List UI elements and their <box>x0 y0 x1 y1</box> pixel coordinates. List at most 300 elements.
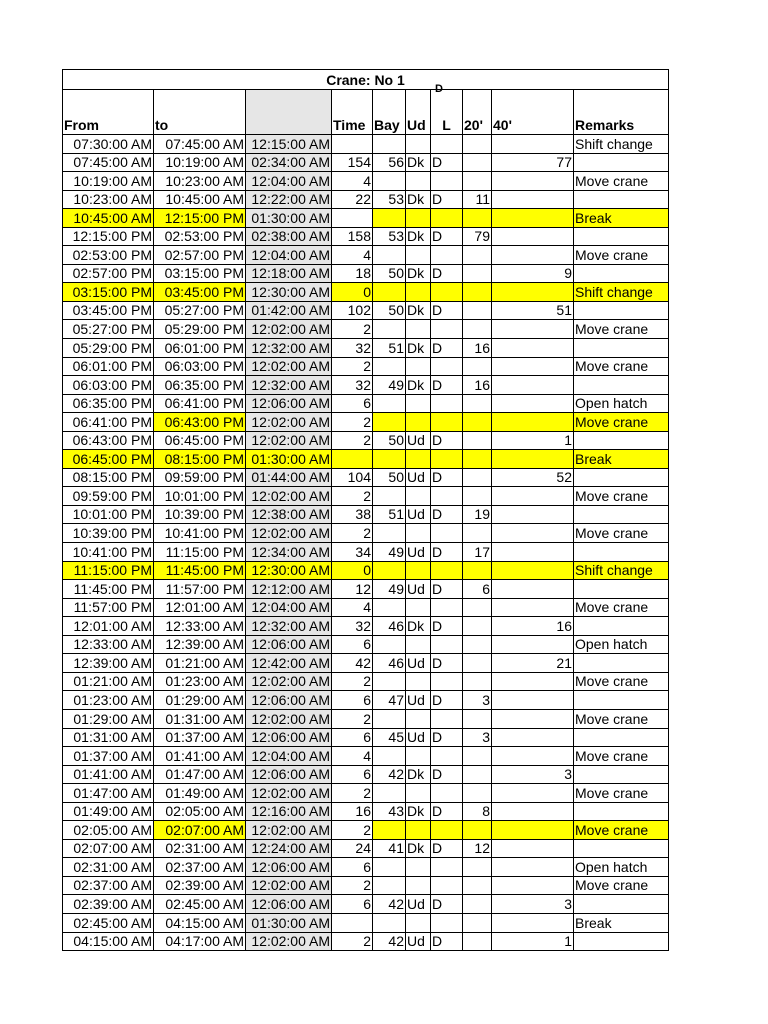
cell-time <box>332 209 373 228</box>
cell-from: 07:30:00 AM <box>63 135 154 154</box>
cell-duration: 12:06:00 AM <box>246 765 332 784</box>
cell-to: 03:15:00 PM <box>154 264 246 283</box>
cell-remarks: Break <box>574 209 669 228</box>
cell-to: 02:39:00 AM <box>154 876 246 895</box>
table-row <box>63 635 669 654</box>
table-row <box>63 821 669 840</box>
cell-time: 2 <box>332 413 373 432</box>
cell-20ft: 79 <box>463 227 492 246</box>
cell-ud: Dk <box>406 153 431 172</box>
cell-ud: Dk <box>406 227 431 246</box>
table-row <box>63 709 669 728</box>
cell-to: 10:41:00 PM <box>154 524 246 543</box>
cell-to: 12:01:00 AM <box>154 598 246 617</box>
cell-time: 6 <box>332 394 373 413</box>
cell-time: 34 <box>332 543 373 562</box>
cell-20ft <box>463 895 492 914</box>
cell-40ft: 21 <box>492 654 574 673</box>
cell-to: 06:45:00 PM <box>154 431 246 450</box>
cell-from: 02:39:00 AM <box>63 895 154 914</box>
cell-duration: 12:02:00 AM <box>246 821 332 840</box>
cell-duration: 12:38:00 AM <box>246 505 332 524</box>
cell-40ft <box>492 672 574 691</box>
cell-ud: Ud <box>406 654 431 673</box>
cell-l: D <box>431 617 463 636</box>
cell-ud <box>406 413 431 432</box>
cell-20ft <box>463 264 492 283</box>
cell-time: 6 <box>332 635 373 654</box>
table-row <box>63 320 669 339</box>
cell-duration: 12:34:00 AM <box>246 543 332 562</box>
cell-bay: 50 <box>373 431 406 450</box>
cell-remarks: Move crane <box>574 876 669 895</box>
cell-from: 02:31:00 AM <box>63 858 154 877</box>
cell-duration: 12:04:00 AM <box>246 598 332 617</box>
cell-remarks <box>574 728 669 747</box>
cell-bay <box>373 135 406 154</box>
cell-duration: 12:04:00 AM <box>246 172 332 191</box>
cell-remarks: Break <box>574 913 669 932</box>
cell-ud <box>406 320 431 339</box>
cell-ud: Ud <box>406 895 431 914</box>
cell-duration: 12:02:00 AM <box>246 876 332 895</box>
cell-from: 01:49:00 AM <box>63 802 154 821</box>
cell-20ft <box>463 672 492 691</box>
cell-40ft <box>492 543 574 562</box>
cell-l: D <box>431 227 463 246</box>
cell-bay <box>373 394 406 413</box>
cell-20ft <box>463 320 492 339</box>
cell-to: 06:03:00 PM <box>154 357 246 376</box>
cell-ud <box>406 913 431 932</box>
cell-duration: 12:06:00 AM <box>246 635 332 654</box>
cell-remarks: Move crane <box>574 672 669 691</box>
cell-duration: 12:02:00 AM <box>246 932 332 951</box>
table-row <box>63 932 669 951</box>
cell-ud <box>406 172 431 191</box>
cell-time: 4 <box>332 598 373 617</box>
cell-from: 02:37:00 AM <box>63 876 154 895</box>
cell-bay: 46 <box>373 617 406 636</box>
cell-20ft <box>463 357 492 376</box>
cell-to: 10:01:00 PM <box>154 487 246 506</box>
cell-to: 10:39:00 PM <box>154 505 246 524</box>
cell-40ft <box>492 876 574 895</box>
table-row <box>63 913 669 932</box>
cell-duration: 12:02:00 AM <box>246 784 332 803</box>
cell-remarks <box>574 431 669 450</box>
table-row <box>63 431 669 450</box>
cell-time: 32 <box>332 376 373 395</box>
cell-ud <box>406 487 431 506</box>
cell-l: D <box>431 431 463 450</box>
cell-duration: 12:02:00 AM <box>246 487 332 506</box>
cell-l: D <box>431 728 463 747</box>
cell-l <box>431 450 463 469</box>
cell-bay: 50 <box>373 468 406 487</box>
cell-duration: 12:22:00 AM <box>246 190 332 209</box>
cell-l <box>431 357 463 376</box>
cell-ud <box>406 709 431 728</box>
cell-from: 02:53:00 PM <box>63 246 154 265</box>
cell-duration: 01:44:00 AM <box>246 468 332 487</box>
cell-time: 6 <box>332 728 373 747</box>
cell-bay <box>373 913 406 932</box>
cell-to: 10:19:00 AM <box>154 153 246 172</box>
cell-time: 2 <box>332 821 373 840</box>
cell-ud <box>406 246 431 265</box>
cell-l: D <box>431 339 463 358</box>
table-row <box>63 209 669 228</box>
cell-ud: Dk <box>406 617 431 636</box>
cell-20ft <box>463 913 492 932</box>
cell-remarks <box>574 543 669 562</box>
cell-to: 09:59:00 PM <box>154 468 246 487</box>
cell-time: 12 <box>332 580 373 599</box>
cell-40ft <box>492 135 574 154</box>
cell-duration: 12:18:00 AM <box>246 264 332 283</box>
cell-remarks: Open hatch <box>574 394 669 413</box>
cell-time <box>332 450 373 469</box>
cell-from: 01:47:00 AM <box>63 784 154 803</box>
cell-from: 05:29:00 PM <box>63 339 154 358</box>
cell-l: D <box>431 153 463 172</box>
cell-duration: 12:30:00 AM <box>246 561 332 580</box>
cell-remarks: Move crane <box>574 524 669 543</box>
cell-20ft: 16 <box>463 376 492 395</box>
cell-l <box>431 821 463 840</box>
cell-time: 16 <box>332 802 373 821</box>
cell-bay: 50 <box>373 301 406 320</box>
cell-from: 06:03:00 PM <box>63 376 154 395</box>
cell-40ft <box>492 858 574 877</box>
cell-remarks <box>574 153 669 172</box>
cell-ud: Dk <box>406 802 431 821</box>
cell-l: D <box>431 264 463 283</box>
cell-l <box>431 209 463 228</box>
cell-from: 01:37:00 AM <box>63 747 154 766</box>
cell-bay <box>373 413 406 432</box>
table-row <box>63 561 669 580</box>
cell-time: 32 <box>332 339 373 358</box>
cell-duration: 12:02:00 AM <box>246 320 332 339</box>
cell-remarks: Open hatch <box>574 635 669 654</box>
table-row <box>63 654 669 673</box>
cell-duration: 12:04:00 AM <box>246 747 332 766</box>
cell-bay: 50 <box>373 264 406 283</box>
cell-duration: 12:06:00 AM <box>246 895 332 914</box>
cell-20ft <box>463 598 492 617</box>
cell-time: 6 <box>332 858 373 877</box>
cell-from: 11:45:00 PM <box>63 580 154 599</box>
cell-to: 12:33:00 AM <box>154 617 246 636</box>
cell-remarks <box>574 339 669 358</box>
cell-20ft <box>463 821 492 840</box>
cell-l: D <box>431 580 463 599</box>
cell-remarks: Move crane <box>574 357 669 376</box>
cell-duration: 12:32:00 AM <box>246 339 332 358</box>
cell-20ft <box>463 172 492 191</box>
cell-to: 12:15:00 PM <box>154 209 246 228</box>
cell-duration: 12:32:00 AM <box>246 376 332 395</box>
header-40ft: 40' <box>492 90 574 135</box>
cell-from: 01:29:00 AM <box>63 709 154 728</box>
cell-40ft <box>492 320 574 339</box>
cell-40ft: 16 <box>492 617 574 636</box>
cell-from: 12:01:00 AM <box>63 617 154 636</box>
cell-bay: 41 <box>373 839 406 858</box>
cell-time: 6 <box>332 691 373 710</box>
cell-from: 01:31:00 AM <box>63 728 154 747</box>
cell-bay <box>373 320 406 339</box>
cell-bay <box>373 450 406 469</box>
cell-40ft <box>492 246 574 265</box>
cell-time: 158 <box>332 227 373 246</box>
cell-40ft <box>492 691 574 710</box>
table-row <box>63 895 669 914</box>
cell-40ft: 3 <box>492 765 574 784</box>
table-row <box>63 246 669 265</box>
cell-l <box>431 283 463 302</box>
table-row <box>63 283 669 302</box>
cell-l <box>431 876 463 895</box>
cell-duration: 12:06:00 AM <box>246 858 332 877</box>
cell-duration: 12:12:00 AM <box>246 580 332 599</box>
cell-20ft <box>463 431 492 450</box>
cell-from: 09:59:00 PM <box>63 487 154 506</box>
cell-l <box>431 672 463 691</box>
cell-20ft: 8 <box>463 802 492 821</box>
cell-40ft <box>492 190 574 209</box>
cell-remarks: Open hatch <box>574 858 669 877</box>
cell-l <box>431 394 463 413</box>
cell-from: 05:27:00 PM <box>63 320 154 339</box>
cell-l: D <box>431 190 463 209</box>
cell-20ft <box>463 209 492 228</box>
cell-remarks <box>574 468 669 487</box>
cell-to: 06:43:00 PM <box>154 413 246 432</box>
cell-from: 12:39:00 AM <box>63 654 154 673</box>
cell-duration: 01:30:00 AM <box>246 913 332 932</box>
cell-remarks: Move crane <box>574 784 669 803</box>
cell-duration: 12:42:00 AM <box>246 654 332 673</box>
cell-from: 06:43:00 PM <box>63 431 154 450</box>
cell-l: D <box>431 468 463 487</box>
cell-20ft <box>463 246 492 265</box>
cell-to: 06:35:00 PM <box>154 376 246 395</box>
cell-ud <box>406 747 431 766</box>
cell-ud: Dk <box>406 301 431 320</box>
cell-20ft <box>463 932 492 951</box>
cell-remarks <box>574 895 669 914</box>
cell-to: 02:45:00 AM <box>154 895 246 914</box>
cell-duration: 12:06:00 AM <box>246 728 332 747</box>
cell-40ft: 1 <box>492 431 574 450</box>
cell-l <box>431 913 463 932</box>
cell-from: 10:23:00 AM <box>63 190 154 209</box>
cell-time <box>332 913 373 932</box>
cell-40ft <box>492 209 574 228</box>
cell-20ft: 6 <box>463 580 492 599</box>
table-row <box>63 394 669 413</box>
cell-ud: Ud <box>406 543 431 562</box>
cell-duration: 12:02:00 AM <box>246 672 332 691</box>
table-row <box>63 747 669 766</box>
cell-time <box>332 135 373 154</box>
cell-bay: 42 <box>373 765 406 784</box>
cell-bay: 45 <box>373 728 406 747</box>
cell-20ft: 11 <box>463 190 492 209</box>
table-row <box>63 413 669 432</box>
cell-bay <box>373 598 406 617</box>
cell-20ft <box>463 283 492 302</box>
cell-duration: 12:02:00 AM <box>246 413 332 432</box>
cell-to: 11:45:00 PM <box>154 561 246 580</box>
table-row <box>63 691 669 710</box>
cell-20ft <box>463 635 492 654</box>
cell-l <box>431 246 463 265</box>
table-row <box>63 301 669 320</box>
cell-to: 01:47:00 AM <box>154 765 246 784</box>
cell-duration: 12:06:00 AM <box>246 394 332 413</box>
cell-l: D <box>431 505 463 524</box>
cell-from: 06:41:00 PM <box>63 413 154 432</box>
cell-bay <box>373 747 406 766</box>
cell-bay <box>373 672 406 691</box>
cell-remarks <box>574 376 669 395</box>
cell-duration: 01:30:00 AM <box>246 209 332 228</box>
cell-remarks: Shift change <box>574 135 669 154</box>
cell-duration: 02:34:00 AM <box>246 153 332 172</box>
cell-40ft <box>492 524 574 543</box>
cell-l <box>431 487 463 506</box>
cell-from: 07:45:00 AM <box>63 153 154 172</box>
cell-20ft <box>463 487 492 506</box>
cell-ud: Dk <box>406 264 431 283</box>
cell-40ft <box>492 227 574 246</box>
cell-remarks <box>574 301 669 320</box>
cell-remarks: Move crane <box>574 413 669 432</box>
cell-time: 2 <box>332 320 373 339</box>
cell-time: 4 <box>332 172 373 191</box>
table-row <box>63 784 669 803</box>
cell-bay <box>373 172 406 191</box>
table-row <box>63 543 669 562</box>
cell-time: 4 <box>332 246 373 265</box>
cell-remarks <box>574 617 669 636</box>
cell-40ft <box>492 709 574 728</box>
header-time: Time <box>332 90 373 135</box>
cell-ud <box>406 561 431 580</box>
cell-remarks <box>574 765 669 784</box>
cell-to: 08:15:00 PM <box>154 450 246 469</box>
cell-remarks <box>574 802 669 821</box>
cell-ud: Dk <box>406 376 431 395</box>
cell-20ft <box>463 765 492 784</box>
cell-to: 02:05:00 AM <box>154 802 246 821</box>
cell-to: 01:37:00 AM <box>154 728 246 747</box>
cell-20ft <box>463 617 492 636</box>
header-to: to <box>154 90 246 135</box>
cell-to: 05:27:00 PM <box>154 301 246 320</box>
cell-40ft <box>492 802 574 821</box>
table-title: Crane: No 1 <box>63 70 669 90</box>
cell-l: D <box>431 765 463 784</box>
cell-duration: 12:02:00 AM <box>246 524 332 543</box>
cell-time: 0 <box>332 283 373 302</box>
table-row <box>63 580 669 599</box>
cell-remarks: Move crane <box>574 172 669 191</box>
cell-to: 04:17:00 AM <box>154 932 246 951</box>
cell-40ft <box>492 172 574 191</box>
cell-to: 01:41:00 AM <box>154 747 246 766</box>
cell-time: 0 <box>332 561 373 580</box>
cell-time: 2 <box>332 709 373 728</box>
table-row <box>63 227 669 246</box>
cell-from: 01:41:00 AM <box>63 765 154 784</box>
cell-bay: 46 <box>373 654 406 673</box>
table-row <box>63 468 669 487</box>
cell-remarks <box>574 932 669 951</box>
cell-duration: 12:02:00 AM <box>246 357 332 376</box>
cell-l: D <box>431 839 463 858</box>
cell-duration: 12:32:00 AM <box>246 617 332 636</box>
cell-20ft <box>463 709 492 728</box>
cell-40ft <box>492 357 574 376</box>
cell-l <box>431 320 463 339</box>
cell-ud <box>406 524 431 543</box>
cell-ud <box>406 450 431 469</box>
cell-ud: Ud <box>406 691 431 710</box>
cell-from: 02:45:00 AM <box>63 913 154 932</box>
cell-time: 38 <box>332 505 373 524</box>
cell-40ft <box>492 561 574 580</box>
cell-from: 02:57:00 PM <box>63 264 154 283</box>
table-row <box>63 505 669 524</box>
cell-to: 07:45:00 AM <box>154 135 246 154</box>
cell-from: 10:45:00 AM <box>63 209 154 228</box>
cell-ud: Ud <box>406 580 431 599</box>
cell-time: 22 <box>332 190 373 209</box>
cell-to: 11:15:00 PM <box>154 543 246 562</box>
cell-time: 18 <box>332 264 373 283</box>
cell-from: 10:01:00 PM <box>63 505 154 524</box>
cell-l: D <box>431 691 463 710</box>
table-row <box>63 487 669 506</box>
cell-duration: 02:38:00 AM <box>246 227 332 246</box>
cell-from: 06:01:00 PM <box>63 357 154 376</box>
cell-from: 08:15:00 PM <box>63 468 154 487</box>
table-row <box>63 153 669 172</box>
cell-ud <box>406 135 431 154</box>
cell-bay: 49 <box>373 376 406 395</box>
cell-to: 01:29:00 AM <box>154 691 246 710</box>
cell-40ft <box>492 784 574 803</box>
cell-to: 01:21:00 AM <box>154 654 246 673</box>
table-row <box>63 339 669 358</box>
cell-remarks <box>574 264 669 283</box>
cell-time: 32 <box>332 617 373 636</box>
cell-time: 2 <box>332 932 373 951</box>
cell-duration: 01:42:00 AM <box>246 301 332 320</box>
cell-ud: Dk <box>406 190 431 209</box>
cell-time: 4 <box>332 747 373 766</box>
table-row <box>63 858 669 877</box>
cell-l <box>431 709 463 728</box>
cell-ud <box>406 858 431 877</box>
cell-bay: 42 <box>373 895 406 914</box>
cell-duration: 12:02:00 AM <box>246 431 332 450</box>
